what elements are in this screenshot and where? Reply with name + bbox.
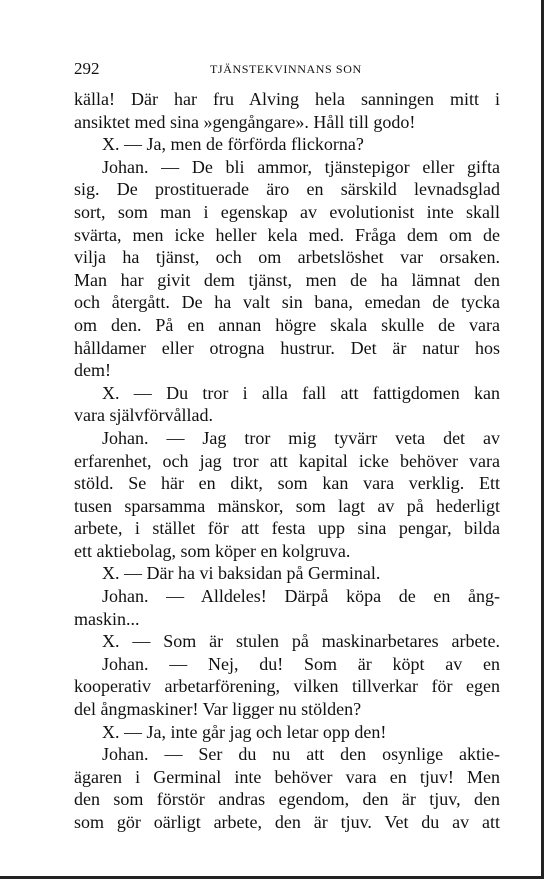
text-line: arbete, i stället för att festa upp sina pengar, bilda [74,518,500,539]
text-line: vara självförvållad. [74,405,213,426]
text-line: X. — Där ha vi baksidan på Germinal. [102,563,381,584]
text-line: tusen sparsamma mänskor, som lagt av på hederligt [74,495,500,516]
text-line: svärta, men icke heller kela med. Fråga dem om de [74,224,500,245]
text-line: och återgått. De ha valt sin bana, emedan de tycka [74,292,500,313]
text-line: del ångmaskiner! Var ligger nu stölden? [74,699,362,720]
text-line: den som förstör andras egendom, den är tjuv, den [74,789,500,810]
text-line: om den. På en annan högre skala skulle de vara [74,314,500,335]
text-line: erfarenhet, och jag tror att kapital icke behöver vara [74,450,500,471]
text-line: ansiktet med sina »gengångare». Håll till godo! [74,111,416,132]
text-line: hålldamer eller otrogna hustrur. Det är natur hos [74,337,500,358]
text-line: vilja ha tjänst, och om arbetslöshet var orsaken. [74,247,500,268]
text-line: X. — Som är stulen på maskinarbetares arbete. [102,631,500,652]
running-head: TJÄNSTEKVINNANS SON [210,62,362,76]
text-line: sort, som man i egenskap av evolutionist inte skall [74,201,500,222]
text-line: dem! [74,360,111,381]
page-number: 292 [74,59,100,78]
text-line: ägaren i Germinal inte behöver vara en tjuv! Men [74,766,500,787]
text-line: Johan. — Alldeles! Därpå köpa de en ång- [102,586,500,607]
text-line: Johan. — Jag tror mig tyvärr veta det av [102,427,500,448]
text-line: kooperativ arbetarförening, vilken tillverkar för egen [74,676,500,697]
text-line: X. — Ja, inte går jag och letar opp den! [102,721,387,742]
text-line: ett aktiebolag, som köper en kolgruva. [74,540,351,561]
text-line: X. — Du tror i alla fall att fattigdomen kan [102,382,500,403]
text-line: stöld. Se här en dikt, som kan vara verklig. Ett [74,473,500,494]
text-line: X. — Ja, men de förförda flickorna? [102,134,364,155]
text-line: sig. De prostituerade äro en särskild levnadsglad [74,179,500,200]
text-line: Man har givit dem tjänst, men de ha lämnat den [74,269,500,290]
text-line: som gör oärligt arbete, den är tjuv. Vet du av att [74,812,500,832]
text-line: Johan. — Nej, du! Som är köpt av en [102,653,500,674]
text-line: Johan. — Ser du nu att den osynlige aktie- [102,744,500,765]
page-header [74,59,498,79]
text-line: källa! Där har fru Alving hela sanningen mitt i [74,89,500,109]
text-line: Johan. — De bli ammor, tjänstepigor eller gifta [102,156,500,177]
body-text [74,88,500,834]
text-line: maskin... [74,608,140,629]
